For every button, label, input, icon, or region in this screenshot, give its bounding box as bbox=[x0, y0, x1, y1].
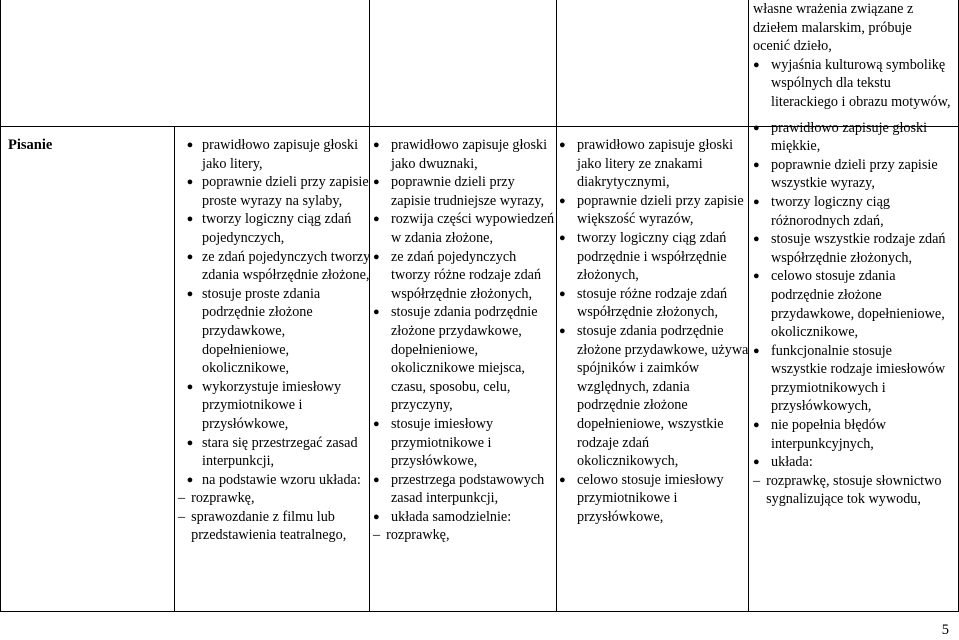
dash-marker: – bbox=[178, 490, 186, 507]
list-item-text: tworzy logiczny ciąg zdań pojedynczych, bbox=[202, 211, 352, 246]
bullet-marker: ● bbox=[753, 270, 760, 283]
bullet-marker: ● bbox=[186, 436, 194, 449]
dash-marker: – bbox=[753, 472, 761, 489]
list-item-text: prawidłowo zapisuje głoski jako litery, bbox=[202, 137, 359, 172]
bullet-list-item bbox=[559, 229, 750, 285]
dash-list-item bbox=[178, 508, 372, 545]
bullet-list-item bbox=[753, 119, 951, 156]
grade-column-3 bbox=[559, 136, 750, 526]
list-item-text: prawidłowo zapisuje głoski miękkie, bbox=[771, 119, 928, 155]
grade-column-4 bbox=[753, 0, 951, 509]
bullet-list-item bbox=[178, 471, 372, 490]
section-label: Pisanie bbox=[8, 137, 53, 153]
bullet-marker: ● bbox=[186, 176, 194, 189]
bullet-list-item bbox=[373, 303, 555, 415]
list-item-text: stosuje proste zdania podrzędnie złożone przydawkowe, dopełnieniowe, okolicznikowe, bbox=[202, 285, 321, 377]
list-item-text: poprawnie dzieli przy zapisie proste wyrazy na sylaby, bbox=[202, 174, 369, 209]
bullet-marker: ● bbox=[186, 213, 194, 226]
bullet-marker: ● bbox=[373, 417, 380, 430]
bullet-list-item bbox=[753, 267, 951, 341]
bullet-list-item bbox=[178, 434, 372, 471]
bullet-list-item bbox=[373, 248, 555, 304]
bullet-marker: ● bbox=[186, 250, 194, 263]
bullet-marker: ● bbox=[186, 380, 194, 393]
bullet-marker: ● bbox=[559, 287, 566, 300]
list-item-text: poprawnie dzieli przy zapisie trudniejsze wyrazy, bbox=[391, 174, 545, 209]
bullet-marker: ● bbox=[186, 139, 194, 151]
column-divider-1 bbox=[174, 126, 175, 612]
list-item-text: nie popełnia błędów interpunkcyjnych, bbox=[771, 417, 887, 452]
list-item-text: rozprawkę, bbox=[386, 527, 450, 544]
list-item-text: funkcjonalnie stosuje wszystkie rodzaje imiesłowów przymiotnikowych i przysłówkowych, bbox=[771, 342, 946, 415]
list-item-text: rozprawkę, stosuje słownictwo sygnalizujące tok wywodu, bbox=[766, 472, 942, 508]
list-item-text: rozprawkę, bbox=[191, 490, 255, 507]
bullet-marker: ● bbox=[373, 473, 380, 486]
bullet-list-item bbox=[373, 415, 555, 471]
bullet-list-item bbox=[178, 248, 372, 285]
list-item-text: stosuje imiesłowy przymiotnikowe i przysłówkowe, bbox=[391, 415, 494, 470]
bullet-list-item bbox=[178, 210, 372, 247]
list-item-text: układa: bbox=[771, 454, 813, 471]
bullet-list-item bbox=[753, 193, 951, 230]
list-item-text: układa samodzielnie: bbox=[391, 508, 512, 525]
bullet-marker: ● bbox=[753, 456, 760, 469]
bullet-marker: ● bbox=[559, 473, 566, 486]
bullet-list-item bbox=[559, 285, 750, 322]
bullet-marker: ● bbox=[373, 176, 380, 189]
table-left-border bbox=[0, 0, 1, 612]
list-item-text: prawidłowo zapisuje głoski jako litery ze znakami diakrytycznymi, bbox=[577, 137, 734, 191]
bullet-marker: ● bbox=[753, 344, 760, 357]
bullet-marker: ● bbox=[753, 121, 760, 134]
text-line bbox=[753, 0, 951, 56]
list-item-text: stara się przestrzegać zasad interpunkcji, bbox=[202, 434, 358, 470]
bullet-list-item bbox=[559, 136, 750, 192]
bullet-marker: ● bbox=[559, 139, 566, 151]
bullet-list-item bbox=[373, 136, 555, 173]
bullet-list-item bbox=[753, 342, 951, 416]
dash-list-item bbox=[178, 489, 372, 508]
bullet-marker: ● bbox=[186, 473, 194, 486]
list-item-text: stosuje zdania podrzędnie złożone przydawkowe, dopełnieniowe, okolicznikowe miejsca, czasu, sposobu, celu, przyczyny, bbox=[391, 304, 538, 414]
bullet-list-item bbox=[373, 471, 555, 508]
list-item-text: sprawozdanie z filmu lub przedstawienia teatralnego, bbox=[191, 508, 347, 544]
grade-column-4-continued-items bbox=[753, 0, 951, 112]
list-item-text: poprawnie dzieli przy zapisie większość wyrazów, bbox=[577, 192, 744, 228]
grade-column-4-items bbox=[753, 119, 951, 509]
bullet-marker: ● bbox=[559, 194, 566, 207]
bullet-list-item bbox=[753, 56, 951, 112]
list-item-text: celowo stosuje imiesłowy przymiotnikowe i przysłówkowe, bbox=[577, 471, 724, 525]
list-item-text: prawidłowo zapisuje głoski jako dwuznaki, bbox=[391, 137, 548, 172]
bullet-list-item bbox=[178, 285, 372, 378]
bullet-marker: ● bbox=[753, 58, 760, 71]
grade-column-2 bbox=[373, 136, 555, 545]
list-item-text: rozwija części wypowiedzeń w zdania złożone, bbox=[391, 211, 555, 246]
column-divider-3 bbox=[556, 0, 557, 612]
bullet-marker: ● bbox=[753, 158, 760, 171]
bullet-list-item bbox=[559, 471, 750, 527]
bullet-list-item bbox=[178, 136, 372, 173]
list-item-text: ze zdań pojedynczych tworzy różne rodzaje zdań współrzędnie złożonych, bbox=[391, 248, 542, 302]
bullet-marker: ● bbox=[373, 139, 380, 151]
dash-marker: – bbox=[178, 508, 186, 525]
dash-list-item bbox=[373, 526, 555, 545]
dash-marker: – bbox=[373, 527, 381, 544]
list-item-text: stosuje wszystkie rodzaje zdań współrzędnie złożonych, bbox=[771, 231, 946, 266]
list-item-text: tworzy logiczny ciąg zdań podrzędnie i współrzędnie złożonych, bbox=[577, 229, 727, 284]
bullet-list-item bbox=[559, 192, 750, 229]
bullet-marker: ● bbox=[559, 324, 566, 337]
dash-list-item bbox=[753, 472, 951, 509]
bullet-marker: ● bbox=[753, 419, 760, 432]
list-item-text: własne wrażenia związane z dziełem malarskim, próbuje ocenić dzieło, bbox=[753, 1, 914, 55]
list-item-text: tworzy logiczny ciąg różnorodnych zdań, bbox=[771, 193, 890, 229]
bullet-marker: ● bbox=[186, 287, 194, 300]
bullet-marker: ● bbox=[373, 213, 380, 226]
list-item-text: celowo stosuje zdania podrzędnie złożone przydawkowe, dopełnieniowe, okolicznikowe, bbox=[771, 268, 945, 341]
grade-column-1 bbox=[178, 136, 372, 545]
list-item-text: na podstawie wzoru układa: bbox=[202, 471, 361, 488]
bullet-list-item bbox=[753, 156, 951, 193]
list-item-text: ze zdań pojedynczych tworzy zdania współrzędnie złożone, bbox=[202, 248, 371, 284]
list-item-text: poprawnie dzieli przy zapisie wszystkie wyrazy, bbox=[771, 156, 938, 192]
list-item-text: stosuje zdania podrzędnie złożone przydawkowe, używa spójników i zaimków względnych, zdania podrzędnie złożone dopełnieniowe, wszystkie rodzaje zdań okolicznikowych, bbox=[577, 322, 749, 470]
list-item-text: stosuje różne rodzaje zdań współrzędnie złożonych, bbox=[577, 285, 728, 321]
bullet-list-item bbox=[373, 210, 555, 247]
bullet-list-item bbox=[753, 230, 951, 267]
bullet-list-item bbox=[753, 416, 951, 453]
list-item-text: przestrzega podstawowych zasad interpunkcji, bbox=[391, 471, 545, 507]
bullet-list-item bbox=[178, 378, 372, 434]
table-bottom-border bbox=[0, 611, 959, 612]
bullet-list-item bbox=[373, 173, 555, 210]
bullet-list-item bbox=[373, 508, 555, 527]
bullet-marker: ● bbox=[373, 510, 380, 523]
list-item-text: wyjaśnia kulturową symbolikę wspólnych dla tekstu literackiego i obrazu motywów, bbox=[771, 56, 951, 110]
bullet-list-item bbox=[753, 453, 951, 472]
bullet-marker: ● bbox=[373, 306, 380, 319]
bullet-marker: ● bbox=[753, 195, 760, 208]
bullet-marker: ● bbox=[373, 250, 380, 263]
list-item-text: wykorzystuje imiesłowy przymiotnikowe i przysłówkowe, bbox=[202, 378, 342, 432]
page-number: 5 bbox=[941, 622, 949, 638]
bullet-marker: ● bbox=[753, 233, 760, 246]
bullet-list-item bbox=[559, 322, 750, 471]
bullet-marker: ● bbox=[559, 231, 566, 244]
bullet-list-item bbox=[178, 173, 372, 210]
